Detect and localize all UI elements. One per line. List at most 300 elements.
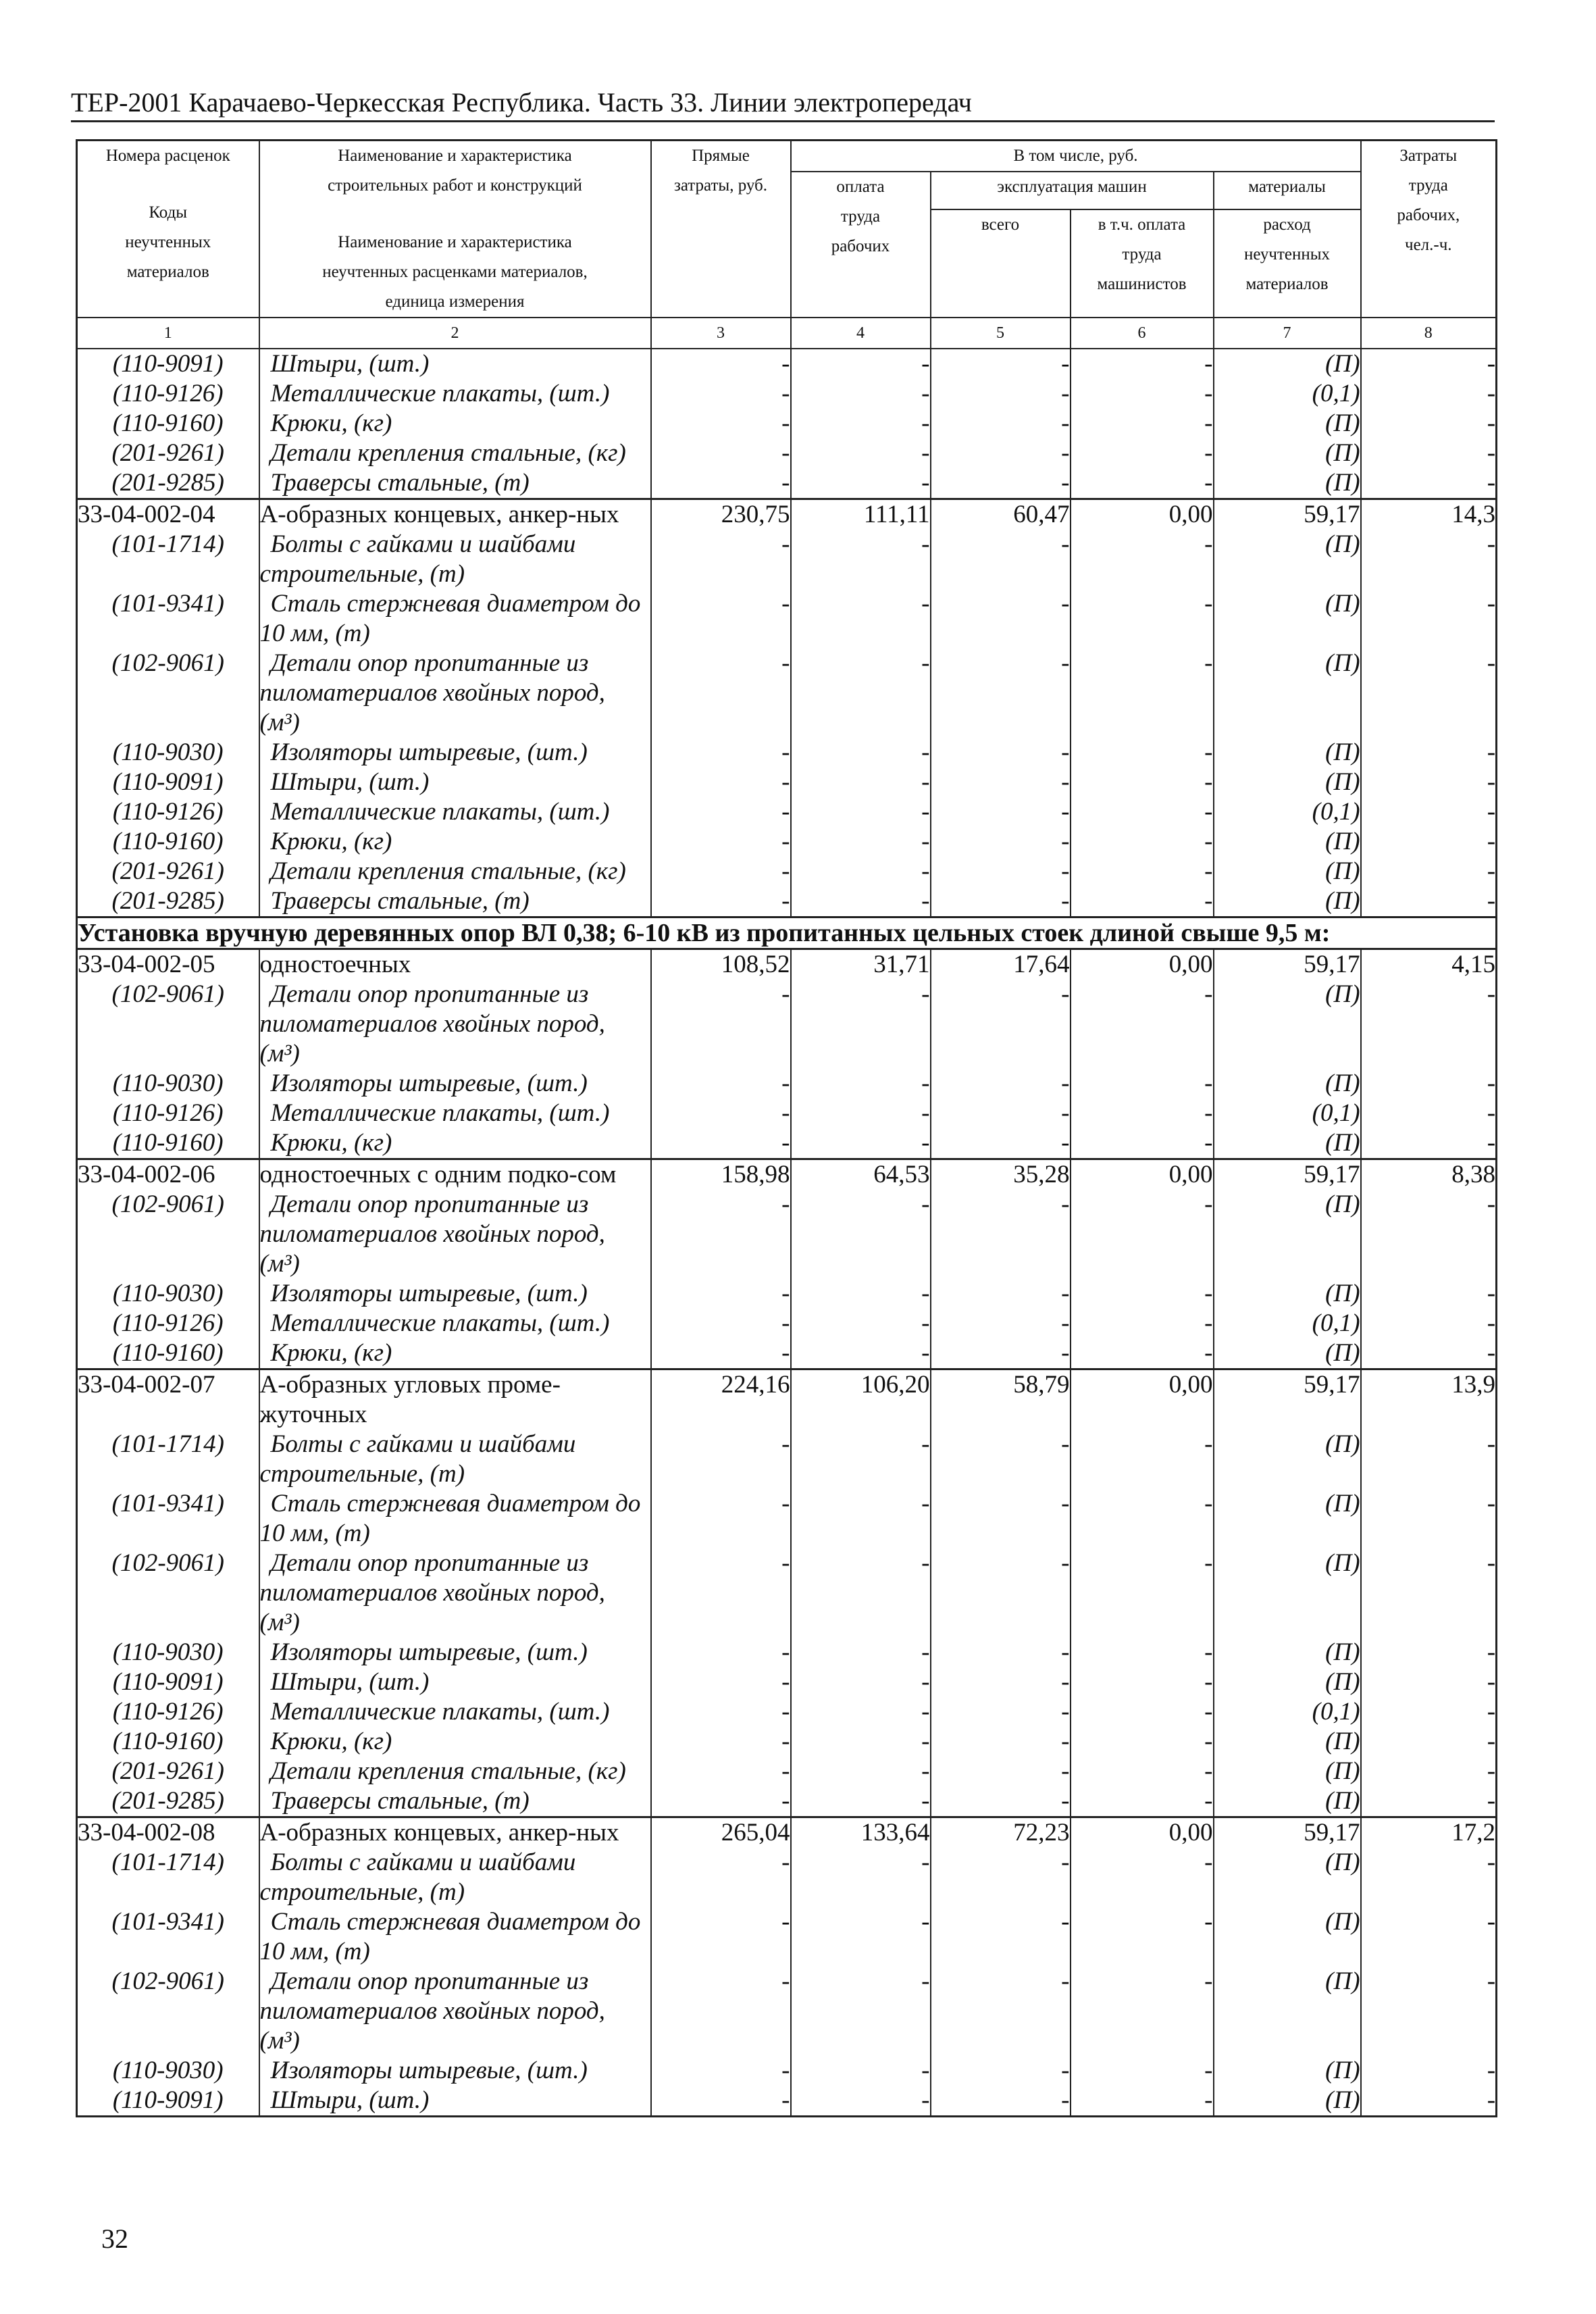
value-wages: -	[791, 1190, 931, 1279]
value-operators-wages: -	[1071, 1907, 1214, 1967]
value-materials: 59,17	[1214, 1159, 1361, 1190]
value-labor-hours: -	[1361, 886, 1497, 917]
value-labor-hours: -	[1361, 649, 1497, 738]
value-direct-costs: -	[651, 886, 791, 917]
value-wages: -	[791, 1907, 931, 1967]
value-labor-hours: -	[1361, 409, 1497, 438]
value-direct-costs: -	[651, 1069, 791, 1099]
value-wages: -	[791, 1338, 931, 1369]
value-machines-total: -	[931, 1786, 1071, 1817]
rate-code: 33-04-002-07	[77, 1369, 259, 1430]
value-labor-hours: -	[1361, 1727, 1497, 1757]
value-wages: -	[791, 2086, 931, 2117]
value-operators-wages: -	[1071, 857, 1214, 886]
value-operators-wages: 0,00	[1071, 949, 1214, 980]
value-labor-hours: -	[1361, 1128, 1497, 1159]
value-materials: (П)	[1214, 1190, 1361, 1279]
material-row	[77, 1549, 1497, 1638]
material-name: Металлические плакаты, (шт.)	[259, 1099, 651, 1128]
material-code: (110-9160)	[77, 1727, 259, 1757]
value-direct-costs: -	[651, 980, 791, 1069]
value-machines-total: -	[931, 1727, 1071, 1757]
material-name: Траверсы стальные, (т)	[259, 1786, 651, 1817]
value-operators-wages: -	[1071, 1967, 1214, 2056]
value-operators-wages: -	[1071, 1099, 1214, 1128]
value-direct-costs: 158,98	[651, 1159, 791, 1190]
value-operators-wages: -	[1071, 738, 1214, 768]
value-machines-total: 58,79	[931, 1369, 1071, 1430]
value-direct-costs: -	[651, 797, 791, 827]
value-direct-costs: -	[651, 857, 791, 886]
material-name: Штыри, (шт.)	[259, 768, 651, 797]
value-machines-total: -	[931, 1128, 1071, 1159]
value-operators-wages: -	[1071, 1338, 1214, 1369]
value-wages: -	[791, 1638, 931, 1667]
material-row	[77, 1697, 1497, 1727]
value-wages: 31,71	[791, 949, 931, 980]
value-operators-wages: -	[1071, 530, 1214, 589]
value-labor-hours: -	[1361, 468, 1497, 499]
value-materials: (0,1)	[1214, 379, 1361, 409]
value-labor-hours: -	[1361, 1549, 1497, 1638]
value-labor-hours: -	[1361, 797, 1497, 827]
value-materials: (П)	[1214, 1069, 1361, 1099]
page-number: 32	[101, 2223, 128, 2254]
value-materials: (П)	[1214, 649, 1361, 738]
value-materials: (П)	[1214, 1757, 1361, 1786]
material-code: (102-9061)	[77, 1190, 259, 1279]
value-direct-costs: -	[651, 530, 791, 589]
column-number: 2	[259, 318, 651, 349]
value-direct-costs: -	[651, 589, 791, 649]
value-machines-total: -	[931, 468, 1071, 499]
head-direct-costs: Прямые затраты, руб.	[651, 141, 791, 318]
material-name: Изоляторы штыревые, (шт.)	[259, 2056, 651, 2086]
material-code: (110-9126)	[77, 797, 259, 827]
material-code: (110-9160)	[77, 1338, 259, 1369]
material-row	[77, 980, 1497, 1069]
material-row	[77, 797, 1497, 827]
value-direct-costs: -	[651, 1309, 791, 1338]
value-direct-costs: -	[651, 1697, 791, 1727]
value-direct-costs: -	[651, 1099, 791, 1128]
value-direct-costs: -	[651, 1757, 791, 1786]
value-wages: 106,20	[791, 1369, 931, 1430]
value-direct-costs: -	[651, 349, 791, 379]
value-labor-hours: -	[1361, 1638, 1497, 1667]
value-wages: -	[791, 827, 931, 857]
value-machines-total: -	[931, 530, 1071, 589]
value-labor-hours: -	[1361, 1069, 1497, 1099]
material-name: Штыри, (шт.)	[259, 2086, 651, 2117]
material-name: Болты с гайками и шайбами строительные, (т)	[259, 1848, 651, 1907]
value-labor-hours: -	[1361, 2056, 1497, 2086]
material-code: (102-9061)	[77, 980, 259, 1069]
value-labor-hours: -	[1361, 1667, 1497, 1697]
head-codes	[77, 141, 259, 318]
material-row	[77, 1338, 1497, 1369]
material-code: (110-9126)	[77, 1099, 259, 1128]
value-wages: -	[791, 1128, 931, 1159]
rates-table	[76, 139, 1497, 2117]
value-wages: -	[791, 1549, 931, 1638]
value-labor-hours: -	[1361, 1697, 1497, 1727]
material-name: Изоляторы штыревые, (шт.)	[259, 1279, 651, 1309]
value-wages: -	[791, 379, 931, 409]
material-code: (201-9285)	[77, 468, 259, 499]
value-machines-total: -	[931, 1309, 1071, 1338]
column-numbers-row	[77, 318, 1497, 349]
material-name: Сталь стержневая диаметром до 10 мм, (т)	[259, 589, 651, 649]
value-operators-wages: -	[1071, 1549, 1214, 1638]
rate-row	[77, 1159, 1497, 1190]
value-machines-total: -	[931, 1697, 1071, 1727]
head-col1-bottom: Коды неучтенных материалов	[125, 203, 211, 281]
value-direct-costs: -	[651, 1786, 791, 1817]
section-header-row	[77, 917, 1497, 949]
value-direct-costs: -	[651, 1128, 791, 1159]
value-machines-total: -	[931, 1757, 1071, 1786]
value-machines-total: -	[931, 738, 1071, 768]
value-wages: -	[791, 530, 931, 589]
rate-row	[77, 1369, 1497, 1430]
material-code: (101-9341)	[77, 1907, 259, 1967]
material-name: Крюки, (кг)	[259, 409, 651, 438]
value-machines-total: -	[931, 2056, 1071, 2086]
head-col1-top: Номера расценок	[105, 147, 230, 165]
value-direct-costs: -	[651, 2086, 791, 2117]
value-machines-total: -	[931, 1967, 1071, 2056]
material-row	[77, 1190, 1497, 1279]
value-wages: -	[791, 1667, 931, 1697]
value-operators-wages: -	[1071, 349, 1214, 379]
value-operators-wages: -	[1071, 980, 1214, 1069]
value-machines-total: 60,47	[931, 499, 1071, 530]
value-materials: (П)	[1214, 857, 1361, 886]
value-direct-costs: -	[651, 1338, 791, 1369]
value-wages: -	[791, 1430, 931, 1489]
value-machines-total: -	[931, 649, 1071, 738]
value-labor-hours: -	[1361, 1967, 1497, 2056]
material-name: Крюки, (кг)	[259, 1128, 651, 1159]
head-total: всего	[931, 209, 1071, 318]
value-machines-total: -	[931, 857, 1071, 886]
value-machines-total: -	[931, 768, 1071, 797]
column-number: 6	[1071, 318, 1214, 349]
value-operators-wages: -	[1071, 1697, 1214, 1727]
value-materials: (0,1)	[1214, 1309, 1361, 1338]
value-wages: -	[791, 886, 931, 917]
value-machines-total: -	[931, 589, 1071, 649]
material-row	[77, 1309, 1497, 1338]
rate-code: 33-04-002-08	[77, 1817, 259, 1848]
value-machines-total: -	[931, 349, 1071, 379]
value-direct-costs: -	[651, 649, 791, 738]
value-wages: -	[791, 857, 931, 886]
material-code: (101-9341)	[77, 1489, 259, 1549]
value-machines-total: 35,28	[931, 1159, 1071, 1190]
material-name: Крюки, (кг)	[259, 1727, 651, 1757]
value-machines-total: -	[931, 1489, 1071, 1549]
value-labor-hours: -	[1361, 827, 1497, 857]
material-name: Детали опор пропитанные из пиломатериалов хвойных пород, (м³)	[259, 649, 651, 738]
material-code: (110-9030)	[77, 738, 259, 768]
value-materials: (П)	[1214, 1638, 1361, 1667]
value-labor-hours: -	[1361, 1190, 1497, 1279]
value-operators-wages: -	[1071, 797, 1214, 827]
material-row	[77, 1489, 1497, 1549]
value-labor-hours: 17,2	[1361, 1817, 1497, 1848]
material-code: (110-9030)	[77, 1069, 259, 1099]
value-direct-costs: -	[651, 1279, 791, 1309]
value-materials: (П)	[1214, 349, 1361, 379]
material-row	[77, 379, 1497, 409]
value-direct-costs: -	[651, 1907, 791, 1967]
value-machines-total: -	[931, 886, 1071, 917]
head-including: В том числе, руб.	[791, 141, 1361, 172]
column-number: 1	[77, 318, 259, 349]
value-direct-costs: -	[651, 738, 791, 768]
material-code: (201-9261)	[77, 857, 259, 886]
material-row	[77, 768, 1497, 797]
value-machines-total: -	[931, 1338, 1071, 1369]
value-materials: (П)	[1214, 2056, 1361, 2086]
value-operators-wages: -	[1071, 1069, 1214, 1099]
material-name: Штыри, (шт.)	[259, 1667, 651, 1697]
value-labor-hours: 14,3	[1361, 499, 1497, 530]
material-name: Металлические плакаты, (шт.)	[259, 797, 651, 827]
material-code: (110-9091)	[77, 2086, 259, 2117]
material-name: Сталь стержневая диаметром до 10 мм, (т)	[259, 1907, 651, 1967]
material-code: (110-9160)	[77, 827, 259, 857]
material-row	[77, 438, 1497, 468]
value-labor-hours: -	[1361, 1309, 1497, 1338]
head-names	[259, 141, 651, 318]
material-code: (110-9091)	[77, 768, 259, 797]
value-direct-costs: -	[651, 1848, 791, 1907]
value-machines-total: -	[931, 797, 1071, 827]
value-labor-hours: -	[1361, 1279, 1497, 1309]
value-direct-costs: -	[651, 1190, 791, 1279]
value-labor-hours: -	[1361, 1848, 1497, 1907]
material-code: (101-1714)	[77, 1848, 259, 1907]
value-labor-hours: -	[1361, 589, 1497, 649]
material-name: Крюки, (кг)	[259, 1338, 651, 1369]
value-wages: -	[791, 1848, 931, 1907]
value-operators-wages: -	[1071, 1190, 1214, 1279]
material-row	[77, 1848, 1497, 1907]
value-operators-wages: -	[1071, 468, 1214, 499]
value-materials: (П)	[1214, 980, 1361, 1069]
material-row	[77, 1430, 1497, 1489]
material-code: (110-9030)	[77, 1279, 259, 1309]
value-materials: (0,1)	[1214, 1697, 1361, 1727]
material-name: Траверсы стальные, (т)	[259, 468, 651, 499]
value-materials: (П)	[1214, 1430, 1361, 1489]
material-code: (201-9261)	[77, 1757, 259, 1786]
value-wages: -	[791, 1727, 931, 1757]
value-materials: (П)	[1214, 738, 1361, 768]
material-name: Штыри, (шт.)	[259, 349, 651, 379]
material-row	[77, 1907, 1497, 1967]
page-header-title: ТЕР-2001 Карачаево-Черкесская Республика. Часть 33. Линии электропередач	[71, 87, 972, 118]
value-machines-total: -	[931, 1430, 1071, 1489]
value-wages: 133,64	[791, 1817, 931, 1848]
material-name: Изоляторы штыревые, (шт.)	[259, 1069, 651, 1099]
material-code: (101-1714)	[77, 1430, 259, 1489]
value-wages: -	[791, 649, 931, 738]
value-materials: 59,17	[1214, 499, 1361, 530]
value-materials: 59,17	[1214, 1369, 1361, 1430]
value-direct-costs: -	[651, 1727, 791, 1757]
value-wages: -	[791, 1967, 931, 2056]
material-row	[77, 1638, 1497, 1667]
value-operators-wages: -	[1071, 1727, 1214, 1757]
material-name: Металлические плакаты, (шт.)	[259, 1309, 651, 1338]
value-labor-hours: -	[1361, 530, 1497, 589]
value-wages: -	[791, 980, 931, 1069]
work-name: одностоечных	[259, 949, 651, 980]
value-materials: 59,17	[1214, 1817, 1361, 1848]
value-wages: -	[791, 1489, 931, 1549]
value-labor-hours: -	[1361, 1786, 1497, 1817]
head-labor: Затраты труда рабочих, чел.-ч.	[1361, 141, 1497, 318]
rate-row	[77, 499, 1497, 530]
value-direct-costs: 108,52	[651, 949, 791, 980]
material-row	[77, 1967, 1497, 2056]
head-operators-wages: в т.ч. оплата труда машинистов	[1071, 209, 1214, 318]
value-operators-wages: -	[1071, 379, 1214, 409]
value-labor-hours: -	[1361, 349, 1497, 379]
header-rule	[71, 120, 1495, 122]
value-labor-hours: 13,9	[1361, 1369, 1497, 1430]
value-materials: (П)	[1214, 886, 1361, 917]
head-mat-consumption: расход неучтенных материалов	[1214, 209, 1361, 318]
value-materials: (П)	[1214, 1786, 1361, 1817]
value-labor-hours: 8,38	[1361, 1159, 1497, 1190]
material-row	[77, 1786, 1497, 1817]
value-operators-wages: -	[1071, 1430, 1214, 1489]
value-direct-costs: -	[651, 438, 791, 468]
material-name: Изоляторы штыревые, (шт.)	[259, 738, 651, 768]
value-operators-wages: -	[1071, 1279, 1214, 1309]
value-wages: -	[791, 409, 931, 438]
value-operators-wages: -	[1071, 1309, 1214, 1338]
value-wages: -	[791, 797, 931, 827]
value-operators-wages: -	[1071, 827, 1214, 857]
material-code: (110-9160)	[77, 1128, 259, 1159]
value-direct-costs: -	[651, 1967, 791, 2056]
material-code: (110-9091)	[77, 1667, 259, 1697]
head-materials: материалы	[1214, 172, 1361, 209]
material-row	[77, 827, 1497, 857]
value-materials: (П)	[1214, 1489, 1361, 1549]
material-row	[77, 1667, 1497, 1697]
column-number: 8	[1361, 318, 1497, 349]
value-machines-total: 17,64	[931, 949, 1071, 980]
value-direct-costs: 265,04	[651, 1817, 791, 1848]
rate-code: 33-04-002-05	[77, 949, 259, 980]
rate-code: 33-04-002-06	[77, 1159, 259, 1190]
material-name: Болты с гайками и шайбами строительные, (т)	[259, 530, 651, 589]
value-wages: -	[791, 2056, 931, 2086]
material-code: (110-9030)	[77, 2056, 259, 2086]
rate-row	[77, 949, 1497, 980]
value-direct-costs: -	[651, 409, 791, 438]
value-materials: (П)	[1214, 409, 1361, 438]
value-operators-wages: 0,00	[1071, 1159, 1214, 1190]
value-materials: (П)	[1214, 1549, 1361, 1638]
value-operators-wages: -	[1071, 1667, 1214, 1697]
material-code: (101-1714)	[77, 530, 259, 589]
rate-row	[77, 1817, 1497, 1848]
head-col2-bottom: Наименование и характеристика неучтенных расценками материалов, единица измерения	[322, 233, 588, 311]
material-code: (101-9341)	[77, 589, 259, 649]
value-direct-costs: -	[651, 827, 791, 857]
value-operators-wages: -	[1071, 1848, 1214, 1907]
value-materials: (П)	[1214, 438, 1361, 468]
material-code: (102-9061)	[77, 649, 259, 738]
column-number: 4	[791, 318, 931, 349]
value-wages: -	[791, 1279, 931, 1309]
material-name: Детали опор пропитанные из пиломатериалов хвойных пород, (м³)	[259, 1190, 651, 1279]
material-code: (201-9285)	[77, 886, 259, 917]
value-operators-wages: 0,00	[1071, 499, 1214, 530]
work-name: А-образных угловых проме-жуточных	[259, 1369, 651, 1430]
material-name: Крюки, (кг)	[259, 827, 651, 857]
value-labor-hours: -	[1361, 2086, 1497, 2117]
value-wages: -	[791, 1099, 931, 1128]
material-name: Детали крепления стальные, (кг)	[259, 1757, 651, 1786]
value-labor-hours: -	[1361, 1099, 1497, 1128]
value-operators-wages: -	[1071, 589, 1214, 649]
rate-code: 33-04-002-04	[77, 499, 259, 530]
value-labor-hours: -	[1361, 768, 1497, 797]
value-labor-hours: -	[1361, 1338, 1497, 1369]
material-row	[77, 530, 1497, 589]
value-direct-costs: 224,16	[651, 1369, 791, 1430]
value-operators-wages: -	[1071, 649, 1214, 738]
work-name: А-образных концевых, анкер-ных	[259, 499, 651, 530]
material-name: Траверсы стальные, (т)	[259, 886, 651, 917]
value-operators-wages: -	[1071, 886, 1214, 917]
material-code: (110-9126)	[77, 379, 259, 409]
material-code: (102-9061)	[77, 1967, 259, 2056]
value-operators-wages: -	[1071, 2056, 1214, 2086]
material-name: Металлические плакаты, (шт.)	[259, 379, 651, 409]
value-machines-total: 72,23	[931, 1817, 1071, 1848]
head-machines: эксплуатация машин	[931, 172, 1214, 209]
material-name: Болты с гайками и шайбами строительные, (т)	[259, 1430, 651, 1489]
value-materials: (0,1)	[1214, 797, 1361, 827]
material-name: Детали опор пропитанные из пиломатериалов хвойных пород, (м³)	[259, 1549, 651, 1638]
value-materials: (П)	[1214, 2086, 1361, 2117]
value-machines-total: -	[931, 1190, 1071, 1279]
material-row	[77, 589, 1497, 649]
value-operators-wages: 0,00	[1071, 1369, 1214, 1430]
value-labor-hours: -	[1361, 1757, 1497, 1786]
value-materials: (П)	[1214, 1967, 1361, 2056]
value-materials: (П)	[1214, 1279, 1361, 1309]
value-wages: -	[791, 1309, 931, 1338]
material-row	[77, 738, 1497, 768]
value-materials: (П)	[1214, 1907, 1361, 1967]
value-operators-wages: -	[1071, 438, 1214, 468]
value-materials: (П)	[1214, 827, 1361, 857]
value-materials: (П)	[1214, 1128, 1361, 1159]
material-code: (110-9091)	[77, 349, 259, 379]
value-labor-hours: -	[1361, 980, 1497, 1069]
